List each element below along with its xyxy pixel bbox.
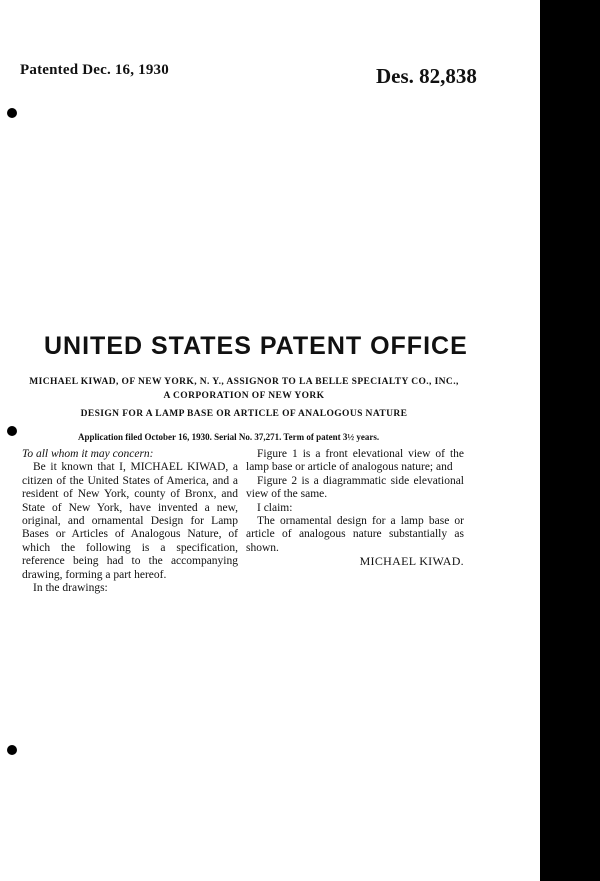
assignment-line-2: A CORPORATION OF NEW YORK xyxy=(163,391,325,401)
design-title: DESIGN FOR A LAMP BASE OR ARTICLE OF ANALOGOUS NATURE xyxy=(80,409,408,419)
specification-paragraph: Be it known that I, MICHAEL KIWAD, a citizen of the United States of America, and a resident of New York, county of Bronx, and State of New York, have invented a new, original, and ornamental Design for Lamp Bases or Articles of Analogous Nature, of which the following is a specification, reference being had to the accompanying drawing, forming a part hereof. xyxy=(22,461,238,581)
salutation: To all whom it may concern: xyxy=(22,448,154,460)
claim-intro: I claim: xyxy=(257,501,293,514)
claim-text: The ornamental design for a lamp base or article of analogous nature substantially as shown. xyxy=(246,515,464,554)
assignment-line-1: MICHAEL KIWAD, OF NEW YORK, N. Y., ASSIGNOR TO LA BELLE SPECIALTY CO., INC., xyxy=(29,377,459,387)
inventor-signature: MICHAEL KIWAD. xyxy=(359,554,464,569)
office-title: UNITED STATES PATENT OFFICE xyxy=(44,332,468,360)
left-column xyxy=(22,448,238,595)
patent-number: Des. 82,838 xyxy=(376,64,477,88)
punch-hole-mark xyxy=(7,745,17,755)
drawings-intro: In the drawings: xyxy=(33,582,108,595)
patent-date: Patented Dec. 16, 1930 xyxy=(20,62,169,78)
punch-hole-mark xyxy=(7,108,17,118)
application-info: Application filed October 16, 1930. Serial No. 37,271. Term of patent 3½ years. xyxy=(78,432,380,442)
right-column xyxy=(246,448,464,569)
figure-1-description: Figure 1 is a front elevational view of the lamp base or article of analogous nature; and xyxy=(246,448,464,474)
figure-2-description: Figure 2 is a diagrammatic side elevational view of the same. xyxy=(246,474,464,501)
scan-border-right xyxy=(540,0,600,881)
punch-hole-mark xyxy=(7,426,17,436)
